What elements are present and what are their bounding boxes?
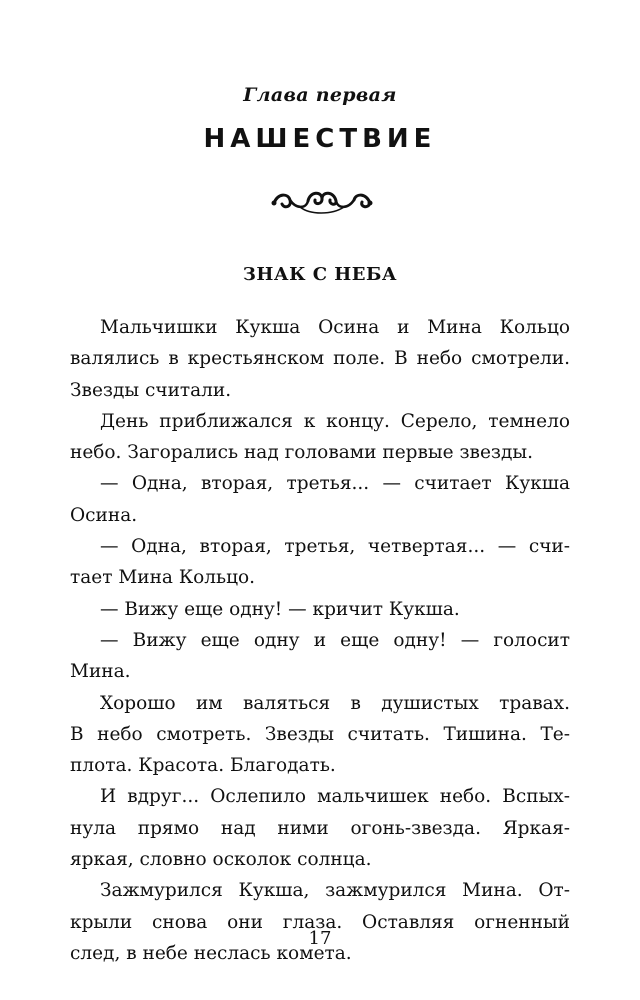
text-line: небо. Загорались над головами первые звезды. [70,442,533,464]
chapter-label: Глава первая [243,84,397,106]
text-line: Осина. [70,504,138,526]
text-line: нула прямо над ними огонь-звезда. Яркая- [70,817,570,839]
text-line: — Вижу еще одну и еще одну! — голосит [100,629,570,651]
text-line: тает Мина Кольцо. [70,567,256,589]
text-line: — Одна, вторая, третья, четвертая... — счи- [100,536,570,558]
text-line: Звезды считали. [70,379,232,401]
text-line: Мина. [70,661,131,683]
text-line: День приближался к концу. Серело, темнело [100,410,570,432]
text-line: крыли снова они глаза. Оставляя огненный [70,911,570,933]
text-line: — Одна, вторая, третья... — считает Кукша [100,473,570,495]
text-line: яркая, словно осколок солнца. [70,849,372,871]
text-line: след, в небе неслась комета. [70,942,352,964]
text-line: плота. Красота. Благодать. [70,755,336,777]
text-line: Зажмурился Кукша, зажмурился Мина. От- [100,880,570,902]
text-line: Хорошо им валяться в душистых травах. [100,692,570,714]
text-line: В небо смотреть. Звезды считать. Тишина. Те- [70,723,570,745]
text-line: Мальчишки Кукша Осина и Мина Кольцо [100,317,570,338]
text-line: валялись в крестьянском поле. В небо смотрели. [70,348,570,370]
text-line: И вдруг... Ослепило мальчишек небо. Вспых- [100,786,570,808]
section-title: ЗНАК С НЕБА [242,264,398,285]
flourish-ornament-icon [270,185,374,217]
page-number: 17 [308,928,332,949]
chapter-title: НАШЕСТВИЕ [203,124,437,154]
body-text [70,312,570,969]
text-line: — Вижу еще одну! — кричит Кукша. [100,598,460,620]
